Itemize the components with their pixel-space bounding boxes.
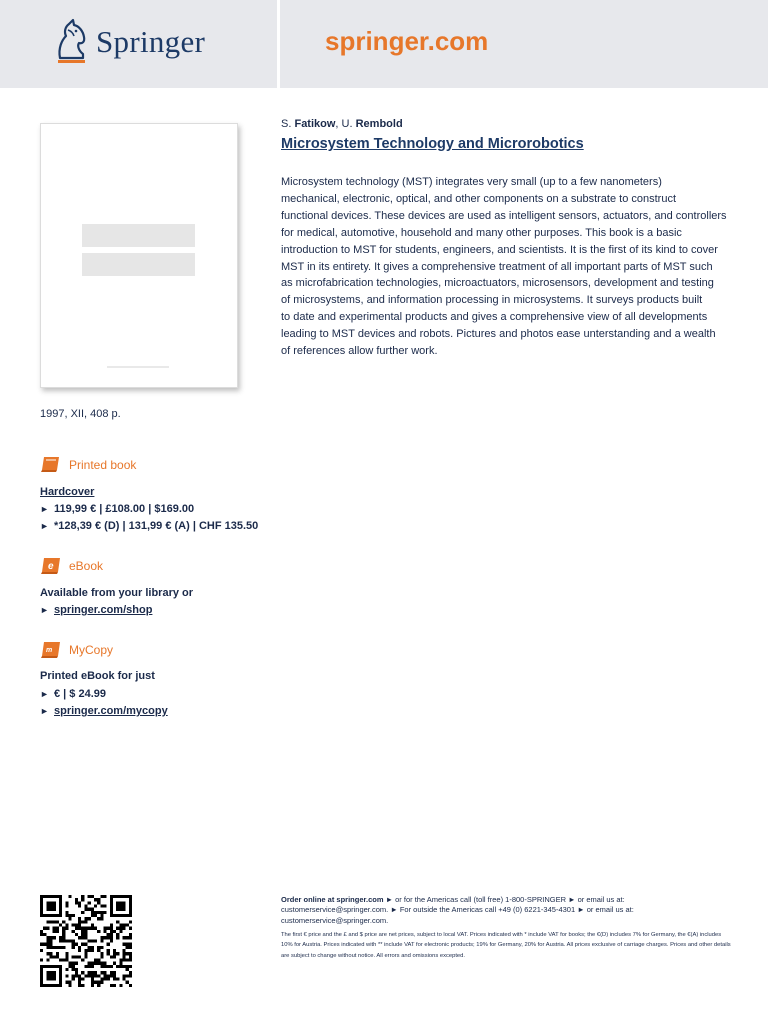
- mycopy-icon: [40, 641, 62, 659]
- arrow-icon: ►: [40, 521, 49, 531]
- arrow-icon: ►: [40, 706, 49, 716]
- price-line: [40, 520, 258, 532]
- order-info: [281, 895, 731, 926]
- qr-code-icon[interactable]: [40, 895, 132, 987]
- price-line: [40, 503, 194, 515]
- price-text: *128,39 € (D) | 131,99 € (A) | CHF 135.50: [54, 520, 259, 532]
- cover-bar: [82, 253, 195, 276]
- author-initial: U.: [341, 118, 353, 130]
- arrow-icon: ►: [40, 504, 49, 514]
- svg-text:m: m: [46, 647, 53, 654]
- springer-horse-icon: [52, 18, 90, 64]
- header-logo-panel: [0, 0, 277, 88]
- site-link[interactable]: springer.com: [325, 26, 489, 56]
- author-name: Fatikow: [294, 118, 336, 130]
- author-name: Rembold: [355, 118, 403, 130]
- mycopy-link[interactable]: springer.com/mycopy: [54, 705, 168, 717]
- author-initial: S.: [281, 118, 292, 130]
- arrow-icon: ►: [40, 605, 49, 615]
- shop-link[interactable]: springer.com/shop: [54, 604, 153, 616]
- book-title[interactable]: Microsystem Technology and Microrobotics: [281, 136, 584, 152]
- springer-logo-text: Springer: [96, 24, 206, 59]
- mycopy-heading: MyCopy: [69, 643, 114, 657]
- link-line: [40, 705, 168, 717]
- ebook-availability: Available from your library or: [40, 587, 194, 599]
- book-description: Microsystem technology (MST) integrates very small (up to a few nanometers) mechanical, electronic, optical, and other components on a substrate to construct functional devices. These devices are used as intelligent sensors, actuators, and controllers for medical, automotive, household and many other purposes. This book is a basic introduction to MST for students, engineers, and scientists. It is the first of its kind to cover MST in its entirety. It gives a comprehensive treatment of all important parts of MST such as microfabrication technologies, microactuators, microsensors, development and testing of microsystems, and information processing in microsystems. It surveys products built to date and experimental products and gives a comprehensive view of all developments leading to MST devices and robots. Pictures and photos ease unterstanding and a wealth of references allow further work.: [281, 176, 727, 358]
- ebook-heading: eBook: [69, 559, 104, 573]
- cover-bar: [82, 224, 195, 247]
- price-text: 119,99 € | £108.00 | $169.00: [54, 503, 195, 515]
- printed-book-icon: [40, 455, 62, 473]
- link-line: [40, 604, 152, 616]
- page-header: [0, 0, 768, 88]
- mycopy-description: Printed eBook for just: [40, 670, 155, 682]
- price-line: [40, 688, 106, 700]
- order-online-label[interactable]: Order online at springer.com: [281, 895, 384, 904]
- book-cover-placeholder: [40, 123, 238, 388]
- printed-book-heading: Printed book: [69, 458, 137, 472]
- fine-print: The first € price and the £ and $ price are net prices, subject to local VAT. Prices indicated with * include VAT for books; the €(D) includes 7% for Germany, the €(A) includes 10% for Austria. Prices indicated with ** include VAT for electronic products; 19% for Germany, 20% for Austria. All prices exclusive of carriage charges. Prices and other details are subject to change without notice. All errors and omissions excepted.: [281, 932, 731, 959]
- author-separator: ,: [335, 118, 339, 130]
- order-contact-text: ► or for the Americas call (toll free) 1-800-SPRINGER ► or email us at: customerservice@springer.com. ► For outside the Americas call +49 (0) 6221-345-4301 ► or email us at: customerservice@springer.com.: [281, 895, 634, 925]
- arrow-icon: ►: [40, 689, 49, 699]
- book-meta: 1997, XII, 408 p.: [40, 408, 121, 420]
- cover-line: [107, 366, 169, 368]
- format-label[interactable]: Hardcover: [40, 486, 95, 498]
- svg-text:e: e: [48, 561, 54, 572]
- book-authors: [281, 118, 403, 130]
- ebook-icon: [40, 557, 62, 575]
- price-text: € | $ 24.99: [54, 688, 107, 700]
